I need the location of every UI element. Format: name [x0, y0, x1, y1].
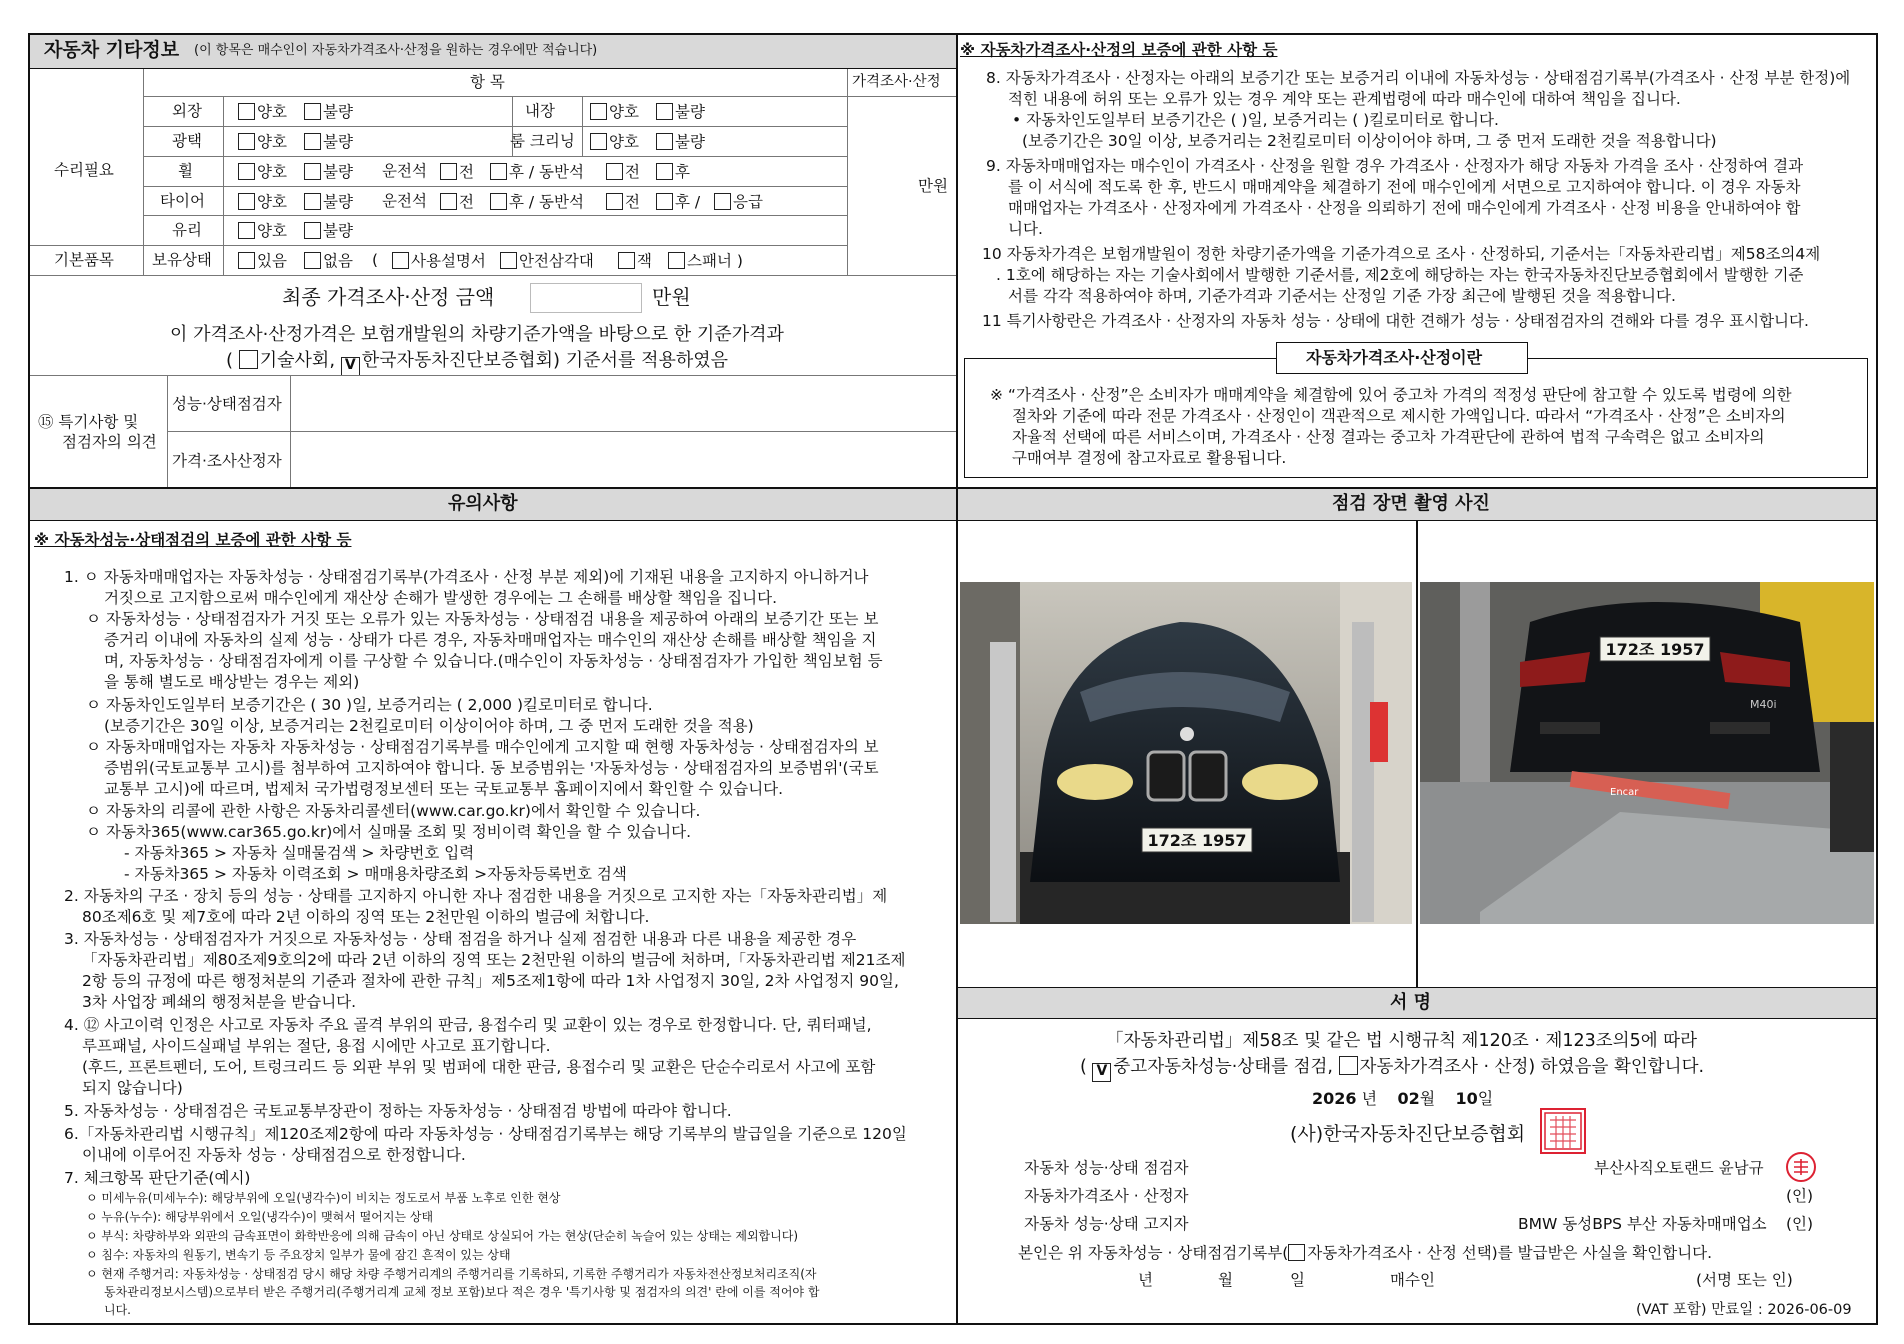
basis-line1: 이 가격조사·산정가격은 보험개발원의 차량기준가액을 바탕으로 한 기준가격과	[170, 324, 784, 345]
wheel-front-option[interactable]: 전	[440, 163, 474, 182]
special-label-1: ⑮ 특기사항 및	[38, 413, 139, 431]
checkbox[interactable]	[238, 222, 255, 239]
inspector-opinion-label: 성능·상태점검자	[172, 395, 282, 413]
sign-date: 2026 년 02월 10일	[1312, 1089, 1494, 1108]
triangle-option[interactable]: 안전삼각대	[500, 252, 594, 271]
notifier-name: BMW 동성BPS 부산 자동차매매업소	[1518, 1215, 1767, 1233]
exterior-label: 외장	[172, 102, 202, 120]
checkbox[interactable]	[392, 252, 409, 269]
buyer-month: 월	[1218, 1271, 1233, 1289]
checkbox[interactable]	[490, 163, 507, 180]
manual-option[interactable]: 사용설명서	[392, 252, 486, 271]
buyer-year: 년	[1138, 1271, 1153, 1289]
room-cleaning-label: 룸 크리닝	[510, 132, 575, 150]
definition-line: 자율적 선택에 따른 서비스이며, 가격조사 · 산정 결과는 중고차 가격판단에 관하여 법적 구속력은 없고 소비자의	[1012, 428, 1765, 446]
holding-have-option[interactable]: 있음	[238, 252, 287, 271]
checkbox[interactable]	[304, 193, 321, 210]
notice-header: 유의사항	[448, 493, 518, 514]
law-line: 「자동차관리법」제58조 및 같은 법 시행규칙 제120조 · 제123조의5에 따라	[1106, 1031, 1697, 1051]
price-warranty-heading: ※ 자동차가격조사·산정의 보증에 관한 사항 등	[960, 41, 1278, 59]
tire-pass-front-option[interactable]: 전	[606, 193, 640, 212]
tech-society-checkbox[interactable]	[239, 350, 258, 369]
exterior-good-option[interactable]: 양호	[238, 103, 287, 122]
checkbox[interactable]	[590, 103, 607, 120]
basic-items-label: 기본품목	[54, 251, 114, 269]
checkbox[interactable]	[656, 163, 673, 180]
front-car-image	[960, 582, 1412, 924]
model-badge: M40i	[1750, 698, 1777, 711]
wheel-pass-rear-option[interactable]: 후	[656, 163, 690, 182]
checkbox[interactable]	[490, 193, 507, 210]
tire-good-option[interactable]: 양호	[238, 193, 287, 212]
sign-or-seal: (서명 또는 인)	[1696, 1271, 1793, 1289]
checkbox[interactable]	[656, 133, 673, 150]
checkbox[interactable]	[618, 252, 635, 269]
checkbox[interactable]	[304, 252, 321, 269]
tire-rear-pass-option[interactable]: 후 / 동반석	[490, 193, 584, 212]
checkbox[interactable]	[668, 252, 685, 269]
glass-label: 유리	[172, 221, 202, 239]
tire-emergency-option[interactable]: 응급	[714, 193, 763, 212]
confirm-line: ( V 중고자동차성능·상태를 점검, 자동차가격조사 · 산정) 하였음을 확인합니다.	[1080, 1056, 1704, 1082]
appraiser-label: 자동차가격조사 · 산정자	[1024, 1187, 1189, 1205]
interior-good-option[interactable]: 양호	[590, 103, 639, 122]
rear-car-image	[1420, 582, 1874, 924]
other-info-note: (이 항목은 매수인이 자동차가격조사·산정을 원하는 경우에만 적습니다)	[194, 43, 598, 58]
footer-expiry: (VAT 포함) 만료일 : 2026-06-09	[1636, 1302, 1852, 1318]
checkbox[interactable]	[656, 193, 673, 210]
seal-icon	[1788, 1154, 1814, 1180]
stamp-icon	[1542, 1110, 1584, 1152]
jack-option[interactable]: 잭	[618, 252, 652, 271]
room-cleaning-good-option[interactable]: 양호	[590, 133, 639, 152]
other-info-title: 자동차 기타정보	[44, 39, 180, 61]
checkbox[interactable]	[590, 133, 607, 150]
tire-bad-option[interactable]: 불량	[304, 193, 353, 212]
checkbox[interactable]	[238, 252, 255, 269]
notifier-label: 자동차 성능·상태 고지자	[1024, 1215, 1189, 1233]
used-car-check-checkbox[interactable]: V	[1092, 1063, 1111, 1082]
final-price-input[interactable]	[530, 283, 642, 313]
inspector-name: 부산사직오토랜드 윤남규	[1594, 1159, 1764, 1177]
checkbox[interactable]	[714, 193, 731, 210]
checkbox[interactable]	[238, 193, 255, 210]
holding-label: 보유상태	[152, 251, 212, 269]
checkbox[interactable]	[304, 222, 321, 239]
price-header: 가격조사·산정	[852, 74, 941, 90]
glass-bad-option[interactable]: 불량	[304, 222, 353, 241]
definition-line: 구매여부 결정에 참고자료로 활용됩니다.	[1012, 449, 1287, 467]
gloss-bad-option[interactable]: 불량	[304, 133, 353, 152]
tire-pass-rear-option[interactable]: 후 /	[656, 193, 700, 212]
holding-paren: (	[372, 251, 379, 269]
receipt-checkbox[interactable]	[1288, 1244, 1305, 1261]
association-checkbox[interactable]: V	[341, 357, 360, 376]
appraiser-seal: (인)	[1786, 1187, 1814, 1205]
checkbox[interactable]	[440, 193, 457, 210]
wheel-bad-option[interactable]: 불량	[304, 163, 353, 182]
gloss-label: 광택	[172, 132, 202, 150]
checkbox[interactable]	[238, 133, 255, 150]
wheel-driver-label: 운전석	[382, 162, 427, 180]
receipt-line: 본인은 위 자동차성능 · 상태점검기록부( 자동차가격조사 · 산정 선택)를 발급받은 사실을 확인합니다.	[1018, 1244, 1713, 1262]
wheel-label: 휠	[178, 162, 193, 180]
checkbox[interactable]	[304, 133, 321, 150]
glass-good-option[interactable]: 양호	[238, 222, 287, 241]
sign-header: 서 명	[1390, 992, 1432, 1013]
checkbox[interactable]	[440, 163, 457, 180]
price-unit: 만원	[918, 177, 948, 195]
wheel-good-option[interactable]: 양호	[238, 163, 287, 182]
org-name: (사)한국자동차진단보증협회	[1290, 1123, 1526, 1145]
checkbox[interactable]	[304, 163, 321, 180]
wheel-pass-front-option[interactable]: 전	[606, 163, 640, 182]
buyer-day: 일	[1290, 1271, 1305, 1289]
item-header: 항 목	[470, 73, 505, 91]
final-price-unit: 만원	[652, 285, 691, 309]
price-appraisal-checkbox[interactable]	[1339, 1056, 1358, 1075]
buyer-label: 매수인	[1390, 1271, 1435, 1289]
inspector-label: 자동차 성능·상태 점검자	[1024, 1159, 1189, 1177]
encar-mark: Encar	[1610, 787, 1639, 798]
checkbox[interactable]	[606, 163, 623, 180]
definition-line: 절차와 기준에 따라 전문 가격조사 · 산정인이 객관적으로 제시한 가액입니다. 따라서 “가격조사 · 산정”은 소비자의	[1012, 407, 1786, 425]
checkbox[interactable]	[238, 103, 255, 120]
gloss-good-option[interactable]: 양호	[238, 133, 287, 152]
photos-header: 점검 장면 촬영 사진	[1332, 493, 1490, 514]
interior-bad-option[interactable]: 불량	[656, 103, 705, 122]
association-stamp	[1540, 1108, 1586, 1154]
special-label-2: 점검자의 의견	[62, 433, 157, 451]
price-definition-title: 자동차가격조사·산정이란	[1306, 348, 1483, 367]
notice-heading: ※ 자동차성능·상태점검의 보증에 관한 사항 등	[34, 531, 352, 549]
spanner-option[interactable]: 스패너 )	[668, 252, 743, 271]
tire-label: 타이어	[160, 192, 205, 210]
appraiser-opinion-label: 가격·조사산정자	[172, 452, 282, 470]
rear-plate-text: 172조 1957	[1605, 640, 1705, 659]
wheel-rear-pass-option[interactable]: 후 / 동반석	[490, 163, 584, 182]
checkbox[interactable]	[606, 193, 623, 210]
holding-none-option[interactable]: 없음	[304, 252, 353, 271]
rear-photo	[1420, 582, 1874, 924]
repair-label: 수리필요	[54, 161, 114, 179]
tire-driver-label: 운전석	[382, 192, 427, 210]
interior-label: 내장	[525, 102, 555, 120]
checkbox[interactable]	[656, 103, 673, 120]
notifier-seal: (인)	[1786, 1215, 1814, 1233]
checkbox[interactable]	[304, 103, 321, 120]
definition-line: ※ “가격조사 · 산정”은 소비자가 매매계약을 체결함에 있어 중고차 가격의 적정성 판단에 참고할 수 있도록 법령에 의한	[990, 386, 1792, 404]
photo-divider	[1416, 521, 1418, 987]
basis-line2: ( 기술사회, V 한국자동차진단보증협회) 기준서를 적용하였음	[226, 350, 728, 376]
room-cleaning-bad-option[interactable]: 불량	[656, 133, 705, 152]
front-plate-text: 172조 1957	[1147, 831, 1247, 850]
tire-front-option[interactable]: 전	[440, 193, 474, 212]
checkbox[interactable]	[238, 163, 255, 180]
checkbox[interactable]	[500, 252, 517, 269]
final-price-label: 최종 가격조사·산정 금액	[282, 285, 495, 309]
inspector-seal	[1786, 1152, 1816, 1182]
exterior-bad-option[interactable]: 불량	[304, 103, 353, 122]
front-photo	[960, 582, 1412, 924]
